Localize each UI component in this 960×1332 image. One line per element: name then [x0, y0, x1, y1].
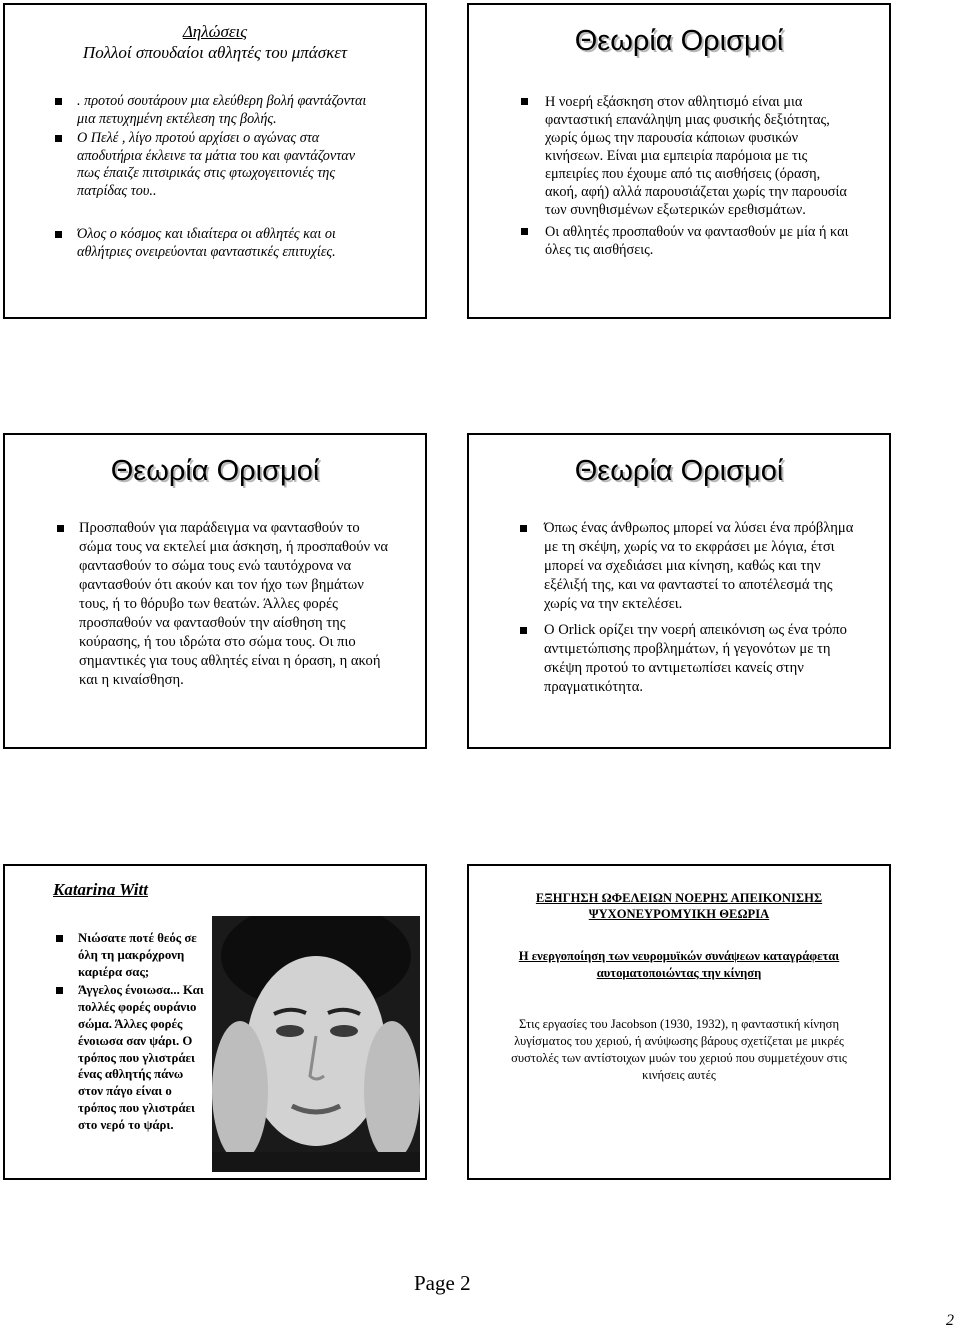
slide-title: Θεωρία Ορισμοί [110, 455, 320, 487]
slide-theory-2 [3, 433, 427, 749]
heading-subline: Πολλοί σπουδαίοι αθλητές του μπάσκετ [82, 43, 348, 62]
bullet-list [69, 519, 389, 704]
list-item [69, 519, 389, 690]
bullet-square-icon [55, 135, 62, 142]
bullet-square-icon [55, 231, 62, 238]
bullet-list [67, 93, 377, 263]
bullet-text: Όπως ένας άνθρωπος μπορεί να λύσει ένα πρόβλημα με τη σκέψη, χωρίς να το εκφράσει με λόγια, έτσι μπορεί να σχεδιάσει μια κίνηση, καθώς και την εξέλιξή της, και να φανταστεί το αποτέλεσμά της χωρίς να την εκτελέσει. [544, 520, 854, 612]
list-item [68, 982, 208, 1133]
page-label: Page 2 [414, 1271, 471, 1295]
slide-theory-3 [467, 433, 891, 749]
bullet-text: Ο Orlick ορίζει την νοερή απεικόνιση ως ένα τρόπο αντιμετώπισης προβλημάτων, ή γεγονότων με τη σκέψη προτού το αντιμετωπίσει κανείς στην πραγματικότητα. [544, 622, 847, 695]
list-item [67, 226, 377, 261]
bullet-text: Ο Πελέ , λίγο προτού αρχίσει ο αγώνας στα αποδυτήρια έκλεινε τα μάτια του και φαντάζονταν πως έπαιζε πιτσιρικάς στις φτωχογειτονιές της πατρίδας του.. [77, 130, 356, 199]
bullet-list [68, 930, 208, 1136]
list-item [67, 93, 377, 128]
slide-heading: ΕΞΗΓΗΣΗ ΩΦΕΛΕΙΩΝ ΝΟΕΡΗΣ ΑΠΕΙΚΟΝΙΣΗΣ ΨΥΧΟΝΕΥΡΟΜΥΙΚΗ ΘΕΩΡΙΑ [535, 891, 823, 921]
slide-subheading: Η ενεργοποίηση των νευρομυϊκών συνάψεων καταγράφεται αυτοματοποιώντας την κίνηση [518, 949, 840, 980]
slide-title: Θεωρία Ορισμοί [574, 25, 784, 57]
bullet-square-icon [56, 935, 63, 942]
slide-theory-1 [467, 3, 891, 319]
bullet-text: Οι αθλητές προσπαθούν να φαντασθούν με μία ή και όλες τις αισθήσεις. [545, 224, 849, 258]
list-item [68, 930, 208, 980]
bullet-square-icon [57, 525, 64, 532]
bullet-text: Όλος ο κόσμος και ιδιαίτερα οι αθλητές και οι αθλήτριες ονειρεύονται φανταστικές επιτυχίες. [77, 226, 336, 260]
slide-psychoneuromuscular-theory [467, 864, 891, 1180]
portrait-image [212, 916, 420, 1172]
bullet-square-icon [55, 98, 62, 105]
slide-title: Θεωρία Ορισμοί [574, 455, 784, 487]
slide-title: Katarina Witt [53, 880, 148, 899]
bullet-text: . προτού σουτάρουν μια ελεύθερη βολή φαντάζονται μια πετυχημένη εκτέλεση της βολής. [77, 93, 367, 127]
list-item [534, 519, 859, 614]
bullet-square-icon [520, 525, 527, 532]
bullet-square-icon [520, 627, 527, 634]
list-item [535, 223, 850, 259]
slide-statements [3, 3, 427, 319]
list-item [67, 130, 377, 200]
slide-katarina-witt [3, 864, 427, 1180]
bullet-square-icon [521, 98, 528, 105]
heading-underlined: Δηλώσεις [182, 22, 248, 41]
list-item [535, 93, 850, 219]
bullet-text: Προσπαθούν για παράδειγμα να φαντασθούν το σώμα τους να εκτελεί μια άσκηση, ή προσπαθούν να φαντασθούν το σώμα τους ενώ ταυτόχρονα να φαντασθούν ότι ακούν και τον ήχο των βημάτων τους, ή το θόρυβο των θεατών. Άλλες φορές προσπαθούν να φαντασθούν την αίσθηση της κούρασης, ή του ιδρώτα στο σώμα τους. Οι πιο σημαντικές για τους αθλητές είναι η όραση, η ακοή και η κιναίσθηση. [79, 520, 389, 688]
bullet-list [535, 93, 850, 263]
bullet-square-icon [56, 987, 63, 994]
page-number: 2 [946, 1312, 954, 1329]
bullet-square-icon [521, 228, 528, 235]
bullet-text: Άγγελος ένοιωσα... Και πολλές φορές ουράνιο σώμα. Άλλες φορές ένοιωσα σαν ψάρι. Ο τρόπος που γλιστράει ένας αθλητής πάνω στον πάγο είναι ο τρόπος που γλιστράει στο νερό το ψάρι. [78, 983, 204, 1132]
portrait-photo [212, 916, 420, 1172]
slide-heading [5, 21, 425, 63]
list-item [534, 621, 859, 697]
bullet-text: Νιώσατε ποτέ θεός σε όλη τη μακρόχρονη καριέρα σας; [78, 931, 197, 979]
slide-paragraph: Στις εργασίες του Jacobson (1930, 1932), η φανταστική κίνηση λυγίσματος του χεριού, ή ανύψωσης βάρους σχετίζεται με μικρές συστολές των αντίστοιχων μυών του χεριού που συμμετέχουν στις κινήσεις αυτές [511, 1017, 847, 1082]
bullet-list [534, 519, 859, 704]
bullet-text: Η νοερή εξάσκηση στον αθλητισμό είναι μια φανταστική επανάληψη μιας φυσικής δεξιότητας, χωρίς όμως την παρουσία κάποιων φυσικών κινήσεων. Είναι μια εμπειρία παρόμοια με τις εμπειρίες που έχουμε από τις αισθήσεις (όραση, ακοή, αφή) αλλά παρουσιάζεται χωρίς την παρουσία των συνηθισμένων εξωτερικών ερεθισμάτων. [545, 94, 847, 218]
